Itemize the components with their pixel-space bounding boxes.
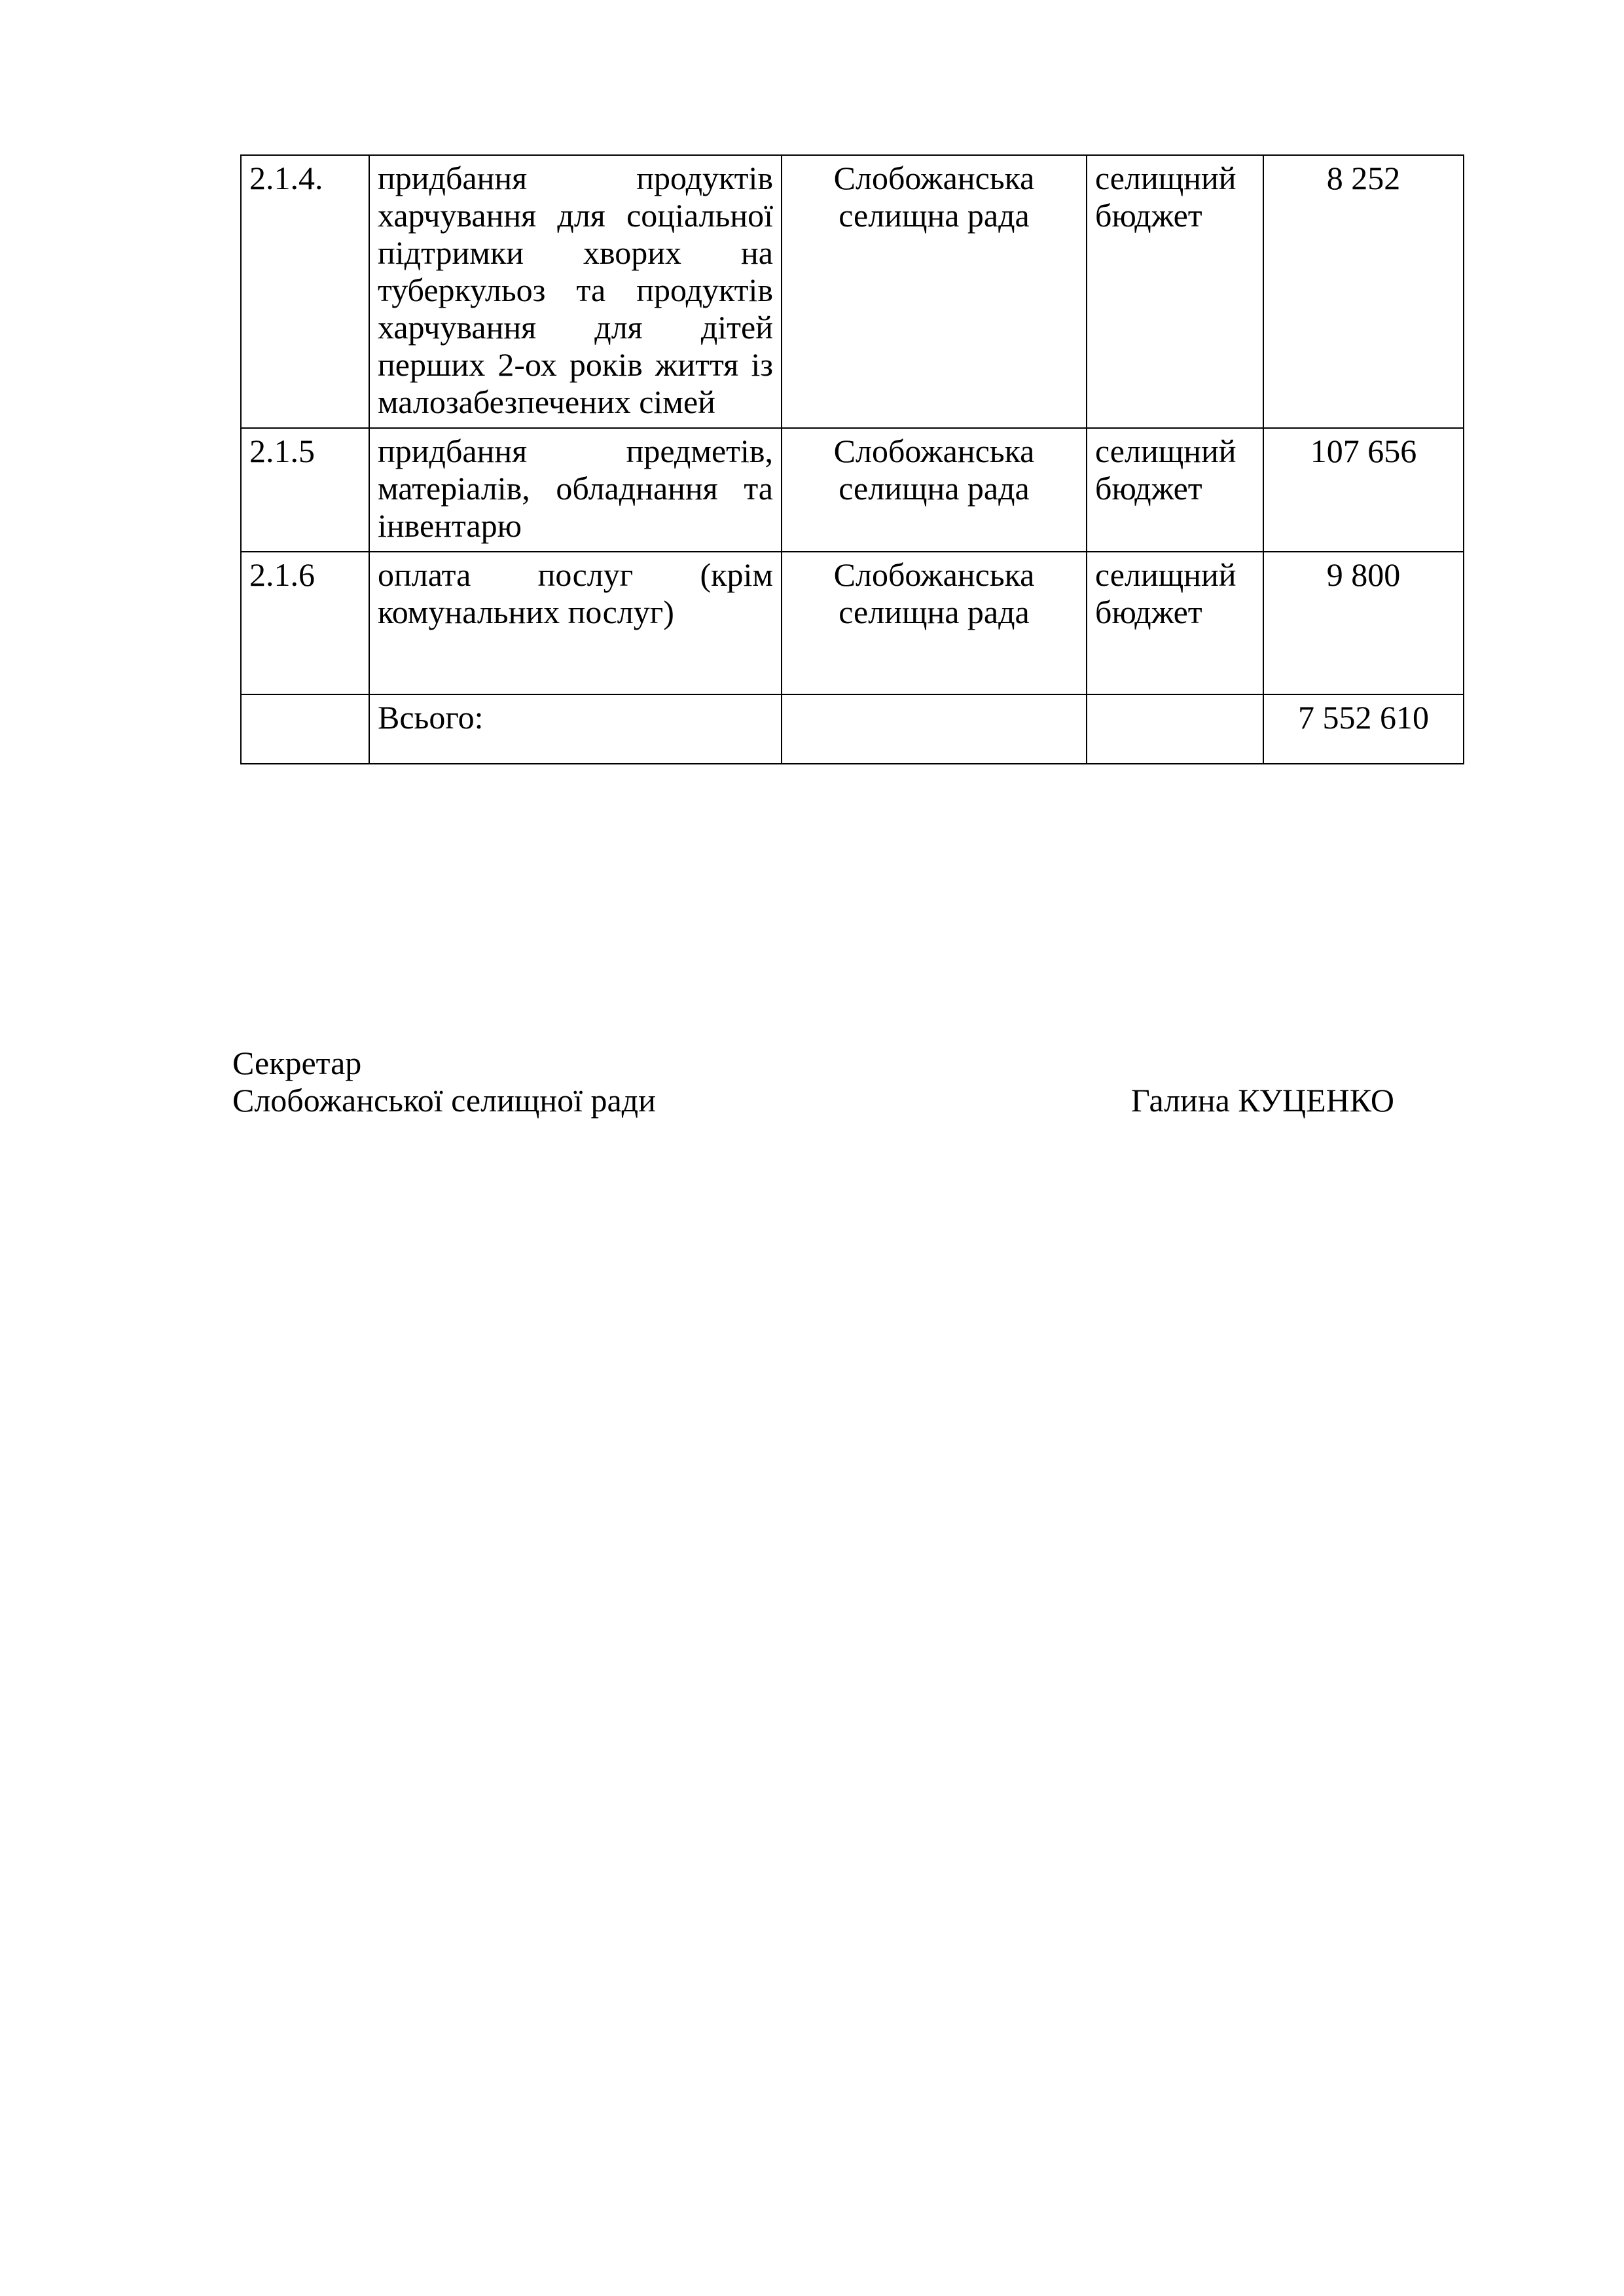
table-row (241, 552, 1464, 694)
row-budget: селищний бюджет (1087, 428, 1263, 552)
row-number: 2.1.4. (241, 155, 369, 428)
row-budget: селищний бюджет (1087, 552, 1263, 694)
row-organization: Слобожанська селищна рада (782, 155, 1087, 428)
total-empty-budget (1087, 694, 1263, 764)
row-amount: 107 656 (1263, 428, 1464, 552)
total-empty-org (782, 694, 1087, 764)
signature-role (232, 1045, 656, 1119)
row-organization: Слобожанська селищна рада (782, 552, 1087, 694)
signature-name: Галина КУЦЕНКО (1130, 1082, 1394, 1119)
total-label: Всього: (369, 694, 782, 764)
signature-role-line2: Слобожанської селищної ради (232, 1082, 656, 1119)
table-row (241, 155, 1464, 428)
total-empty-number (241, 694, 369, 764)
row-organization: Слобожанська селищна рада (782, 428, 1087, 552)
table-row (241, 428, 1464, 552)
signature-block (232, 1045, 1394, 1119)
signature-role-line1: Секретар (232, 1045, 362, 1081)
row-amount: 8 252 (1263, 155, 1464, 428)
table-total-row (241, 694, 1464, 764)
budget-table (240, 154, 1464, 764)
row-budget: селищний бюджет (1087, 155, 1263, 428)
row-description: придбання продуктів харчування для соціальної підтримки хворих на туберкульоз та продуктів харчування для дітей перших 2-ох років життя із малозабезпечених сімей (369, 155, 782, 428)
row-number: 2.1.5 (241, 428, 369, 552)
row-amount: 9 800 (1263, 552, 1464, 694)
total-amount: 7 552 610 (1263, 694, 1464, 764)
row-description: придбання предметів, матеріалів, обладнання та інвентарю (369, 428, 782, 552)
row-description: оплата послуг (крім комунальних послуг) (369, 552, 782, 694)
row-number: 2.1.6 (241, 552, 369, 694)
